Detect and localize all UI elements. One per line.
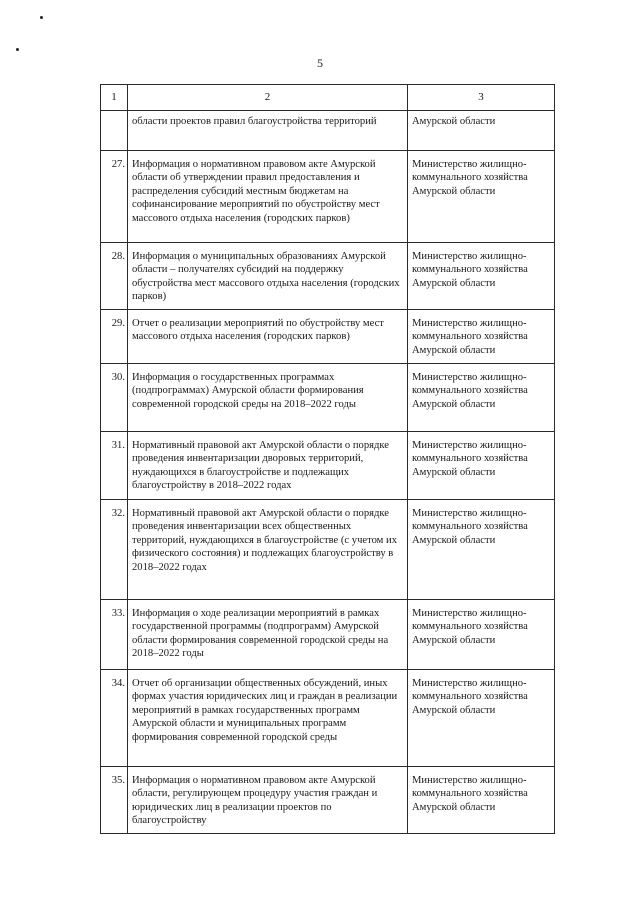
responsible-body: Министерство жилищно-коммунального хозяйства Амурской области [412, 508, 528, 546]
table-row [101, 767, 555, 834]
page-number: 5 [317, 56, 323, 70]
responsible-body: Министерство жилищно-коммунального хозяйства Амурской области [412, 251, 528, 289]
responsible-body: Министерство жилищно-коммунального хозяйства Амурской области [412, 608, 528, 646]
row-number: 34. [111, 678, 125, 689]
document-table [100, 84, 555, 834]
row-number: 33. [111, 608, 125, 619]
document-title: Информация о нормативном правовом акте Амурской области, регулирующем процедуру участия граждан и юридических лиц в реализации проектов по благоустройству [132, 775, 378, 827]
table-row [101, 500, 555, 600]
table-row [101, 364, 555, 432]
row-number: 31. [111, 440, 125, 451]
row-number: 27. [111, 159, 125, 170]
responsible-body: Министерство жилищно-коммунального хозяйства Амурской области [412, 440, 528, 478]
table-row [101, 243, 555, 310]
document-title: Информация о государственных программах (подпрограммах) Амурской области формирования современной городской среды на 2018–2022 годы [132, 372, 364, 410]
table-row [101, 670, 555, 767]
table-row [101, 111, 555, 151]
row-number: 29. [111, 318, 125, 329]
document-title: Нормативный правовой акт Амурской области о порядке проведения инвентаризации всех общественных территорий, нуждающихся в благоустройстве (с учетом их физического состояния) и подлежащих благоустройству в 2018–2022 годах [132, 508, 397, 573]
table-row [101, 600, 555, 670]
row-number: 30. [111, 372, 125, 383]
document-title: Информация о ходе реализации мероприятий в рамках государственной программы (подпрограмм) Амурской области формирования современной городской среды на 2018–2022 годы [132, 608, 389, 660]
column-header: 3 [408, 85, 555, 111]
document-title: Информация о нормативном правовом акте Амурской области об утверждении правил предоставления и распределения субсидий местным бюджетам на софинансирование мероприятий по обустройству мест массового отдыха населения (городских парков) [132, 159, 380, 224]
row-number: 35. [111, 775, 125, 786]
scan-speck [16, 48, 19, 51]
document-title: Информация о муниципальных образованиях Амурской области – получателях субсидий на поддержку обустройства мест массового отдыха населения (городских парков) [132, 251, 400, 303]
row-number: 32. [111, 508, 125, 519]
responsible-body: Министерство жилищно-коммунального хозяйства Амурской области [412, 372, 528, 410]
document-title: области проектов правил благоустройства территорий [132, 116, 377, 127]
responsible-body: Амурской области [412, 116, 496, 127]
row-number [101, 111, 127, 115]
table-row [101, 151, 555, 243]
responsible-body: Министерство жилищно-коммунального хозяйства Амурской области [412, 678, 528, 716]
table-row [101, 432, 555, 500]
responsible-body: Министерство жилищно-коммунального хозяйства Амурской области [412, 159, 528, 197]
document-title: Отчет об организации общественных обсуждений, иных формах участия юридических лиц и граждан в реализации мероприятий в рамках государственных программ Амурской области и муниципальных программ формирования современной городской среды [132, 678, 398, 743]
table-header-row [101, 85, 555, 111]
column-header: 1 [101, 85, 128, 111]
document-title: Нормативный правовой акт Амурской области о порядке проведения инвентаризации дворовых территорий, нуждающихся в благоустройстве и подлежащих благоустройству в 2018–2022 годах [132, 440, 389, 492]
row-number: 28. [111, 251, 125, 262]
responsible-body: Министерство жилищно-коммунального хозяйства Амурской области [412, 775, 528, 813]
column-header: 2 [128, 85, 408, 111]
responsible-body: Министерство жилищно-коммунального хозяйства Амурской области [412, 318, 528, 356]
scan-speck [40, 16, 43, 19]
document-title: Отчет о реализации мероприятий по обустройству мест массового отдыха населения (городских парков) [132, 318, 384, 343]
table-row [101, 310, 555, 364]
